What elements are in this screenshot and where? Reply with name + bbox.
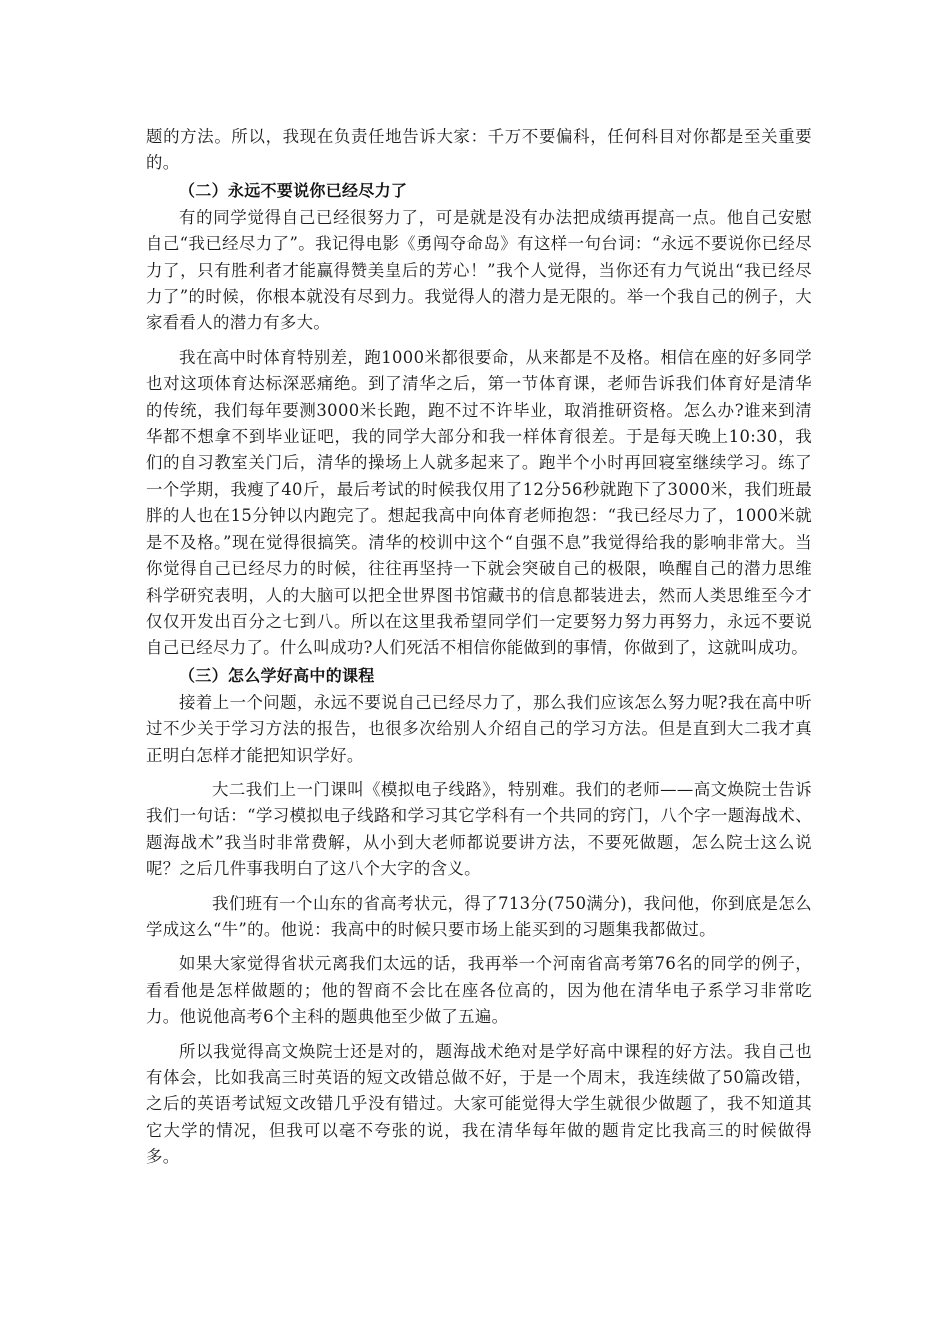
paragraph-effort: 有的同学觉得自己已经很努力了，可是就是没有办法把成绩再提高一点。他自己安慰自己“我已经尽力了”。我记得电影《勇闯夺命岛》有这样一句台词：“永远不要说你已经尽力了，只有胜利者才能赢得赞美皇后的芳心！”我个人觉得，当你还有力气说出“我已经尽力了”的时候，你根本就没有尽到力。我觉得人的潜力是无限的。举一个我自己的例子，大家看看人的潜力有多大。 xyxy=(146,207,812,333)
paragraph-henan-student: 如果大家觉得省状元离我们太远的话，我再举一个河南省高考第76名的同学的例子，看看他是怎样做题的；他的智商不会比在座各位高的，因为他在清华电子系学习非常吃力。他说他高考6个主科的题典他至少做了五遍。 xyxy=(146,954,812,1027)
section-heading-3: （三）怎么学好高中的课程 xyxy=(179,665,375,685)
paragraph-analog-circuits: 大二我们上一门课叫《模拟电子线路》，特别难。我们的老师——高文焕院士告诉我们一句话：“学习模拟电子线路和学习其它学科有一个共同的窍门，八个字一题海战术、题海战术”我当时非常费解，从小到大老师都说要讲方法，不要死做题，怎么院士这么说呢？之后几件事我明白了这八个大字的含义。 xyxy=(146,779,812,879)
paragraph-top-scorer: 我们班有一个山东的省高考状元，得了713分(750满分)，我问他，你到底是怎么学成这么“牛”的。他说：我高中的时候只要市场上能买到的习题集我都做过。 xyxy=(146,893,812,939)
paragraph-intro-continuation: 题的方法。所以，我现在负责任地告诉大家：千万不要偏科，任何科目对你都是至关重要的。 xyxy=(146,127,812,173)
paragraph-running: 我在高中时体育特别差，跑1000米都很要命，从来都是不及格。相信在座的好多同学也对这项体育达标深恶痛绝。到了清华之后，第一节体育课，老师告诉我们体育好是清华的传统，我们每年要测3000米长跑，跑不过不许毕业，取消推研资格。怎么办?谁来到清华都不想拿不到毕业证吧，我的同学大部分和我一样体育很差。于是每天晚上10:30，我们的自习教室关门后，清华的操场上人就多起来了。跑半个小时再回寝室继续学习。练了一个学期，我瘦了40斤，最后考试的时候我仅用了12分56秒就跑下了3000米，我们班最胖的人也在15分钟以内跑完了。想起我高中向体育老师抱怨：“我已经尽力了，1000米就是不及格。”现在觉得很搞笑。清华的校训中这个“自强不息”我觉得给我的影响非常大。当你觉得自己已经尽力的时候，往往再坚持一下就会突破自己的极限，唤醒自己的潜力思维科学研究表明，人的大脑可以把全世界图书馆藏书的信息都装进去，然而人类思维至今才仅仅开发出百分之七到八。所以在这里我希望同学们一定要努力努力再努力，永远不要说自己已经尽力了。什么叫成功?人们死活不相信你能做到的事情，你做到了，这就叫成功。 xyxy=(146,347,812,658)
document-body xyxy=(146,124,812,1171)
paragraph-study-methods: 接着上一个问题，永远不要说自己已经尽力了，那么我们应该怎么努力呢?我在高中听过不少关于学习方法的报告，也很多次给别人介绍自己的学习方法。但是直到大二我才真正明白怎样才能把知识学好。 xyxy=(146,692,812,765)
paragraph-conclusion: 所以我觉得高文焕院士还是对的，题海战术绝对是学好高中课程的好方法。我自己也有体会，比如我高三时英语的短文改错总做不好，于是一个周末，我连续做了50篇改错，之后的英语考试短文改错几乎没有错过。大家可能觉得大学生就很少做题了，我不知道其它大学的情况，但我可以毫不夸张的说，我在清华每年做的题肯定比我高三的时候做得多。 xyxy=(146,1041,812,1167)
section-heading-2: （二）永远不要说你已经尽力了 xyxy=(179,180,408,200)
